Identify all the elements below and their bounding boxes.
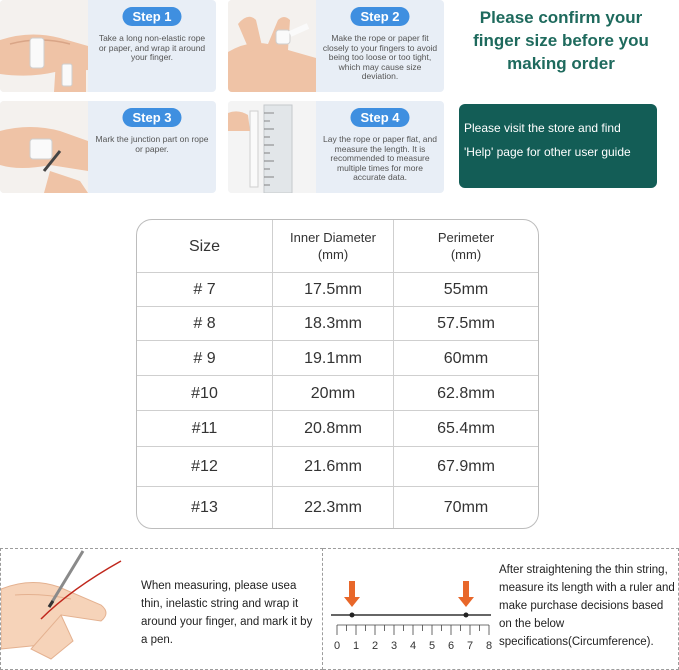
perimeter-cell: 55mm [393,273,538,307]
mark-junction-photo [0,101,88,193]
ruler-label: 6 [447,640,455,652]
diameter-cell: 17.5mm [272,273,393,307]
table-row [137,486,538,529]
header-perimeter: Perimeter (mm) [393,220,538,272]
size-cell: # 8 [193,315,216,332]
step-badge: Step 3 [122,108,181,127]
perimeter-cell: 62.8mm [393,376,538,411]
start-arrow-icon [344,581,360,607]
start-mark [350,613,355,618]
measure-instruction: When measuring, please usea thin, inelastic string and wrap it around your finger, and mark it by a pen. [141,580,313,646]
ruler-measure-photo [228,101,316,193]
size-cell: #12 [191,458,218,475]
header-inner-diameter: Inner Diameter (mm) [272,220,393,272]
diameter-cell: 21.6mm [272,447,393,487]
diameter-cell: 19.1mm [272,341,393,376]
help-note: Please visit the store and find 'Help' page for other user guide [459,104,657,188]
step-4-card [228,101,444,193]
table-header-row [137,220,538,272]
ruler-panel [323,548,679,670]
table-row [137,272,538,307]
ruler-label: 5 [428,640,436,652]
ruler-label: 0 [333,640,341,652]
finger-fit-photo [228,0,316,92]
table-row [137,340,538,376]
ruler-label: 2 [371,640,379,652]
table-row [137,410,538,447]
size-cell: # 7 [193,281,216,298]
perimeter-cell: 70mm [393,487,538,529]
perimeter-cell: 57.5mm [393,307,538,341]
diameter-cell: 20mm [272,376,393,411]
size-table [136,219,539,529]
size-cell: #13 [191,499,218,516]
table-row [137,306,538,341]
size-cell: #10 [191,384,218,402]
step-text: Take a long non-elastic rope or paper, and wrap it around your finger. [98,33,206,62]
string-wrap-panel [0,548,323,670]
ruler-label: 7 [466,640,474,652]
ruler-label: 1 [352,640,360,652]
diameter-cell: 22.3mm [272,487,393,529]
end-arrow-icon [458,581,474,607]
end-mark [464,613,469,618]
ruler-label: 3 [390,640,398,652]
step-badge: Step 4 [350,108,409,127]
diameter-cell: 18.3mm [272,307,393,341]
perimeter-cell: 60mm [393,341,538,376]
ruler-label: 8 [485,640,493,652]
step-text: Mark the junction part on rope or paper. [95,134,209,154]
step-text: Lay the rope or paper flat, and measure the length. It is recommended to measure multiple times for more accurate data. [323,134,437,182]
step-3-card [0,101,216,193]
page-title: Please confirm your finger size before you making order [473,8,649,73]
step-badge: Step 1 [122,7,181,26]
hand-string-illustration [1,549,135,669]
step-text: Make the rope or paper fit closely to your fingers to avoid being too loose or too tight, which may cause size deviation. [322,33,438,81]
ruler-illustration [331,579,497,667]
perimeter-cell: 67.9mm [393,447,538,487]
step-badge: Step 2 [350,7,409,26]
perimeter-cell: 65.4mm [393,411,538,447]
table-row [137,446,538,487]
diameter-cell: 20.8mm [272,411,393,447]
size-cell: # 9 [193,349,216,367]
size-cell: #11 [191,420,218,437]
measure-guide [0,548,679,670]
ruler-label: 4 [409,640,417,652]
finger-wrap-photo [0,0,88,92]
table-row [137,375,538,411]
header-size: Size [188,237,221,255]
step-1-card [0,0,216,92]
after-instruction: After straightening the thin string, measure its length with a ruler and make purchase decisions based on the below specifications(Circumference). [499,564,675,648]
step-2-card [228,0,444,92]
